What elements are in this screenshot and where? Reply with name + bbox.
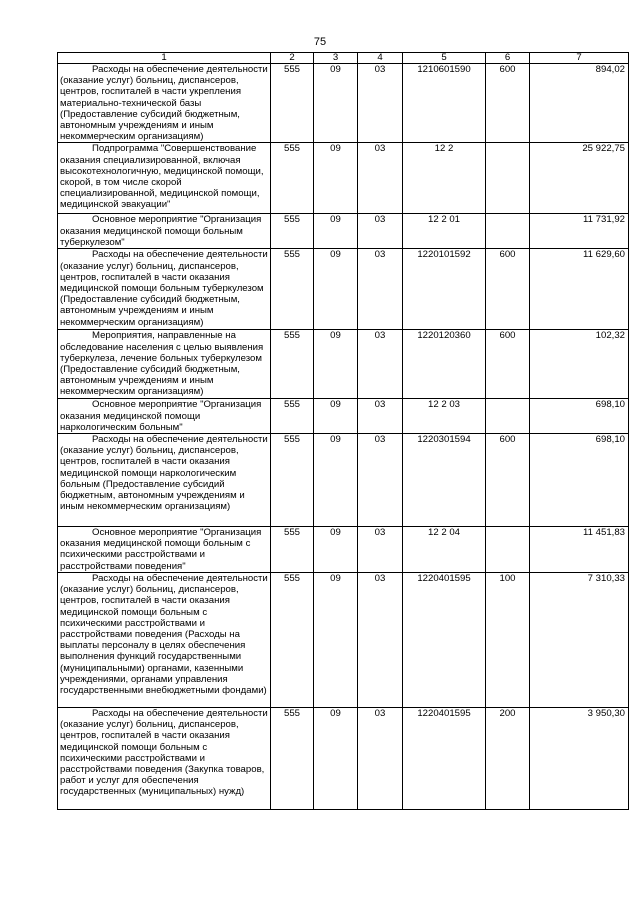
row-code-3: 09	[314, 399, 358, 434]
row-code-3: 09	[314, 249, 358, 330]
row-name: Мероприятия, направленные на обследование населения с целью выявления туберкулеза, лечение больных туберкулезом (Предоставление субсидий бюджетным, автономным учреждениям и иным некоммерческим организациям)	[58, 330, 271, 399]
row-code-2: 555	[271, 708, 314, 810]
row-amount: 698,10	[530, 399, 629, 434]
row-code-4: 03	[358, 573, 403, 708]
budget-table	[57, 52, 629, 810]
row-code-2: 555	[271, 64, 314, 143]
row-code-4: 03	[358, 143, 403, 214]
table-row	[58, 527, 629, 573]
table-row	[58, 708, 629, 810]
row-amount: 102,32	[530, 330, 629, 399]
table-row	[58, 143, 629, 214]
row-code-2: 555	[271, 330, 314, 399]
row-code-4: 03	[358, 527, 403, 573]
col-header-7: 7	[530, 53, 629, 64]
row-code-5: 12 2 03	[403, 399, 486, 434]
header-row	[58, 53, 629, 64]
table-row	[58, 214, 629, 249]
row-code-3: 09	[314, 708, 358, 810]
row-code-3: 09	[314, 143, 358, 214]
row-code-4: 03	[358, 249, 403, 330]
row-code-3: 09	[314, 64, 358, 143]
row-amount: 894,02	[530, 64, 629, 143]
row-code-5: 12 2 01	[403, 214, 486, 249]
row-code-6: 100	[486, 573, 530, 708]
row-code-6	[486, 399, 530, 434]
row-code-4: 03	[358, 214, 403, 249]
row-name: Расходы на обеспечение деятельности (оказание услуг) больниц, диспансеров, центров, госпиталей в части оказания медицинской помощи больным с психическими расстройствами и расстройствами поведения (Расходы на выплаты персоналу в целях обеспечения выполнения функций государственными (муниципальными) органами, казенными учреждениями, органами управления государственными внебюджетными фондами)	[58, 573, 271, 708]
col-header-2: 2	[271, 53, 314, 64]
row-code-2: 555	[271, 143, 314, 214]
row-code-2: 555	[271, 573, 314, 708]
row-code-2: 555	[271, 399, 314, 434]
row-amount: 7 310,33	[530, 573, 629, 708]
row-code-4: 03	[358, 434, 403, 527]
row-code-6	[486, 143, 530, 214]
row-code-2: 555	[271, 527, 314, 573]
row-code-2: 555	[271, 434, 314, 527]
row-code-6	[486, 214, 530, 249]
row-code-6	[486, 527, 530, 573]
row-name: Основное мероприятие "Организация оказания медицинской помощи больным туберкулезом"	[58, 214, 271, 249]
row-code-6: 600	[486, 249, 530, 330]
row-code-2: 555	[271, 249, 314, 330]
row-name: Расходы на обеспечение деятельности (оказание услуг) больниц, диспансеров, центров, госпиталей в части укрепления материально-технической базы (Предоставление субсидий бюджетным, автономным учреждениям и иным некоммерческим организациям)	[58, 64, 271, 143]
row-name: Основное мероприятие "Организация оказания медицинской помощи наркологическим больным"	[58, 399, 271, 434]
row-code-3: 09	[314, 527, 358, 573]
row-name: Расходы на обеспечение деятельности (оказание услуг) больниц, диспансеров, центров, госпиталей в части оказания медицинской помощи больным туберкулезом (Предоставление субсидий бюджетным, автономным учреждениям и иным некоммерческим организациям)	[58, 249, 271, 330]
row-code-4: 03	[358, 708, 403, 810]
table-row	[58, 249, 629, 330]
row-code-5: 1220101592	[403, 249, 486, 330]
row-code-4: 03	[358, 330, 403, 399]
row-name: Основное мероприятие "Организация оказания медицинской помощи больным с психическими расстройствами и расстройствами поведения"	[58, 527, 271, 573]
row-code-6: 600	[486, 64, 530, 143]
table-row	[58, 64, 629, 143]
row-amount: 11 451,83	[530, 527, 629, 573]
col-header-1: 1	[58, 53, 271, 64]
row-code-6: 200	[486, 708, 530, 810]
row-code-5: 12 2 04	[403, 527, 486, 573]
row-code-3: 09	[314, 214, 358, 249]
row-name: Подпрограмма "Совершенствование оказания специализированной, включая высокотехнологичную, медицинской помощи, скорой, в том числе скорой специализированной, медицинской помощи, медицинской эвакуации"	[58, 143, 271, 214]
row-amount: 698,10	[530, 434, 629, 527]
row-amount: 11 731,92	[530, 214, 629, 249]
row-name: Расходы на обеспечение деятельности (оказание услуг) больниц, диспансеров, центров, госпиталей в части оказания медицинской помощи наркологическим больным (Предоставление субсидий бюджетным, автономным учреждениям и иным некоммерческим организациям)	[58, 434, 271, 527]
row-code-5: 12 2	[403, 143, 486, 214]
table-row	[58, 330, 629, 399]
row-code-3: 09	[314, 434, 358, 527]
row-code-5: 1220120360	[403, 330, 486, 399]
row-code-4: 03	[358, 64, 403, 143]
row-code-6: 600	[486, 330, 530, 399]
row-code-3: 09	[314, 573, 358, 708]
row-code-5: 1220401595	[403, 708, 486, 810]
col-header-5: 5	[403, 53, 486, 64]
page-number: 75	[313, 36, 327, 48]
table-row	[58, 573, 629, 708]
row-code-6: 600	[486, 434, 530, 527]
row-code-5: 1220401595	[403, 573, 486, 708]
row-name: Расходы на обеспечение деятельности (оказание услуг) больниц, диспансеров, центров, госпиталей в части оказания медицинской помощи больным с психическими расстройствами и расстройствами поведения (Закупка товаров, работ и услуг для обеспечения государственных (муниципальных) нужд)	[58, 708, 271, 810]
row-code-5: 1210601590	[403, 64, 486, 143]
row-code-4: 03	[358, 399, 403, 434]
col-header-3: 3	[314, 53, 358, 64]
table-row	[58, 399, 629, 434]
table-row	[58, 434, 629, 527]
row-code-2: 555	[271, 214, 314, 249]
col-header-4: 4	[358, 53, 403, 64]
row-amount: 3 950,30	[530, 708, 629, 810]
row-code-3: 09	[314, 330, 358, 399]
col-header-6: 6	[486, 53, 530, 64]
row-amount: 25 922,75	[530, 143, 629, 214]
row-code-5: 1220301594	[403, 434, 486, 527]
row-amount: 11 629,60	[530, 249, 629, 330]
